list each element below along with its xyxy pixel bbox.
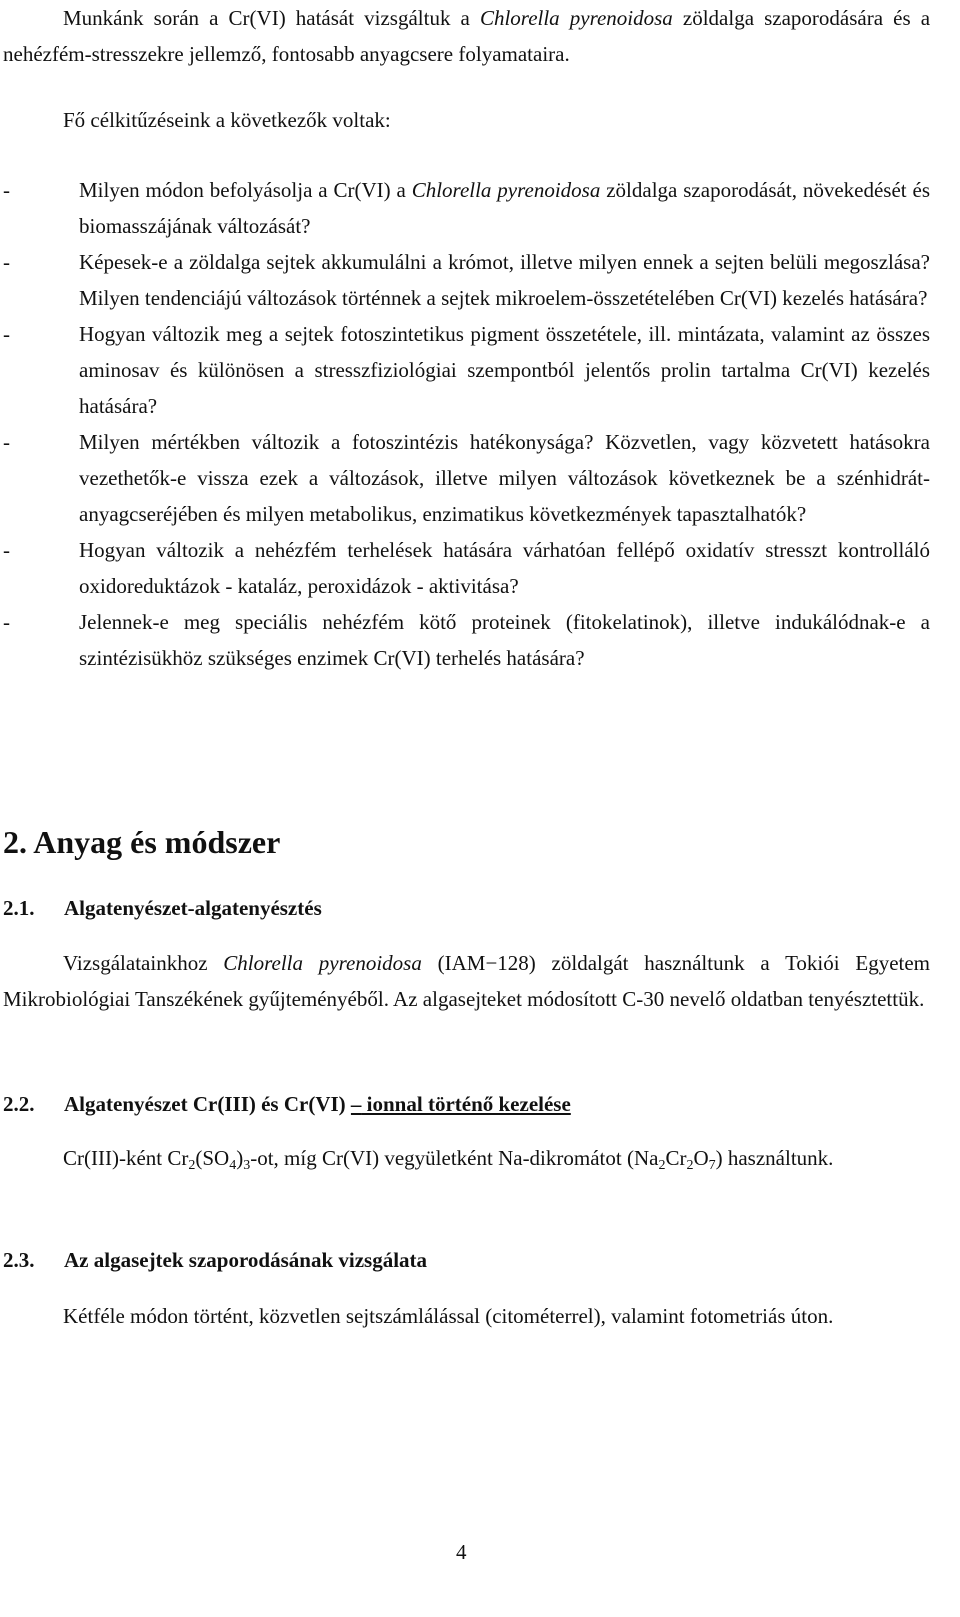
subsection-heading-2-1 <box>3 893 322 923</box>
goal-item-3 <box>3 316 930 424</box>
formula-subscript: 2 <box>658 1158 666 1173</box>
goal-text: Képesek-e a zöldalga sejtek akkumulálni a krómot, illetve milyen ennek a sejten belüli megoszlása? Milyen tendenciájú változások történnek a sejtek mikroelem-összetételében Cr(VI) kezelés hatására? <box>79 250 930 310</box>
goal-text-b: zöldalga szaporodását, növekedését és biomasszájának változását? <box>79 178 931 238</box>
formula-subscript: 2 <box>188 1158 196 1173</box>
goal-item-1 <box>3 172 930 244</box>
formula-text: ) használtunk. <box>715 1146 834 1170</box>
formula-text: ) <box>236 1146 244 1170</box>
intro-text-b: zöldalga szaporodására és a nehézfém-stresszekre jellemző, fontosabb anyagcsere folyamataira. <box>3 6 931 66</box>
formula-text: Cr <box>665 1146 687 1170</box>
paragraph-text-b: (IAM−128) zöldalgát használtunk a Tokiói Egyetem Mikrobiológiai Tanszékének gyűjteményéből. Az algasejteket módosított C-30 nevelő oldatban tenyésztettük. <box>3 951 931 1011</box>
formula-subscript: 4 <box>229 1158 237 1173</box>
goal-dash: - <box>3 322 10 346</box>
goal-item-5 <box>3 532 930 604</box>
formula-text: -ot, míg Cr(VI) vegyületként Na-dikromátot (Na <box>250 1146 659 1170</box>
subsection-2-1-paragraph <box>3 945 930 1017</box>
subsection-number: 2.2. <box>3 1092 35 1116</box>
formula-text: (SO <box>195 1146 230 1170</box>
formula-text: Cr(III)-ként Cr <box>63 1146 189 1170</box>
subsection-title-b: ionnal történő kezelése <box>361 1092 571 1116</box>
formula-subscript: 3 <box>243 1158 251 1173</box>
goal-species-name: Chlorella pyrenoidosa <box>411 178 601 202</box>
subsection-title-a: Algatenyészet Cr(III) és Cr(VI) <box>64 1092 351 1116</box>
goal-text: Hogyan változik a nehézfém terhelések hatására várhatóan fellépő oxidatív stresszt kontrolláló oxidoreduktázok - kataláz, peroxidázok - aktivitása? <box>79 538 930 598</box>
formula-subscript: 2 <box>686 1158 694 1173</box>
subsection-number: 2.3. <box>3 1248 35 1272</box>
subsection-title: Az algasejtek szaporodásának vizsgálata <box>64 1248 428 1272</box>
paragraph-species-name: Chlorella pyrenoidosa <box>223 951 422 975</box>
formula-subscript: 7 <box>708 1158 716 1173</box>
goal-item-4 <box>3 424 930 532</box>
intro-text-a: Munkánk során a Cr(VI) hatását vizsgáltuk a <box>63 6 480 30</box>
subsection-2-3-paragraph: Kétféle módon történt, közvetlen sejtszámlálással (citométerrel), valamint fotometriás úton. <box>63 1304 834 1328</box>
paragraph-text-a: Vizsgálatainkhoz <box>63 951 224 975</box>
formula-text: O <box>693 1146 709 1170</box>
goal-dash: - <box>3 538 10 562</box>
goal-text: Milyen mértékben változik a fotoszintézis hatékonysága? Közvetlen, vagy közvetett hatásokra vezethetők-e vissza ezek a változások, illetve milyen változások következnek be a szénhidrát-anyagcseréjében és milyen metabolikus, enzimatikus következmények tapasztalhatók? <box>79 430 930 526</box>
goal-dash: - <box>3 610 10 634</box>
goal-dash: - <box>3 250 10 274</box>
subsection-heading-2-2 <box>3 1089 571 1119</box>
page-number: 4 <box>456 1540 467 1564</box>
subsection-title-dash: – <box>350 1092 362 1116</box>
intro-species-name: Chlorella pyrenoidosa <box>479 6 673 30</box>
goal-dash: - <box>3 430 10 454</box>
subsection-2-2-paragraph <box>3 1140 930 1184</box>
goals-intro: Fő célkitűzéseink a következők voltak: <box>63 108 391 132</box>
goal-item-2 <box>3 244 930 316</box>
subsection-number: 2.1. <box>3 896 35 920</box>
goal-text: Jelennek-e meg speciális nehézfém kötő proteinek (fitokelatinok), illetve indukálódnak-e a szintézisükhöz szükséges enzimek Cr(VI) terhelés hatására? <box>79 610 930 670</box>
goals-list <box>3 172 930 676</box>
goal-dash: - <box>3 178 10 202</box>
goal-item-6 <box>3 604 930 676</box>
goal-text-a: Milyen módon befolyásolja a Cr(VI) a <box>79 178 412 202</box>
intro-paragraph <box>3 0 930 72</box>
goal-text: Hogyan változik meg a sejtek fotoszintetikus pigment összetétele, ill. mintázata, valamint az összes aminosav és különösen a stresszfiziológiai szempontból jelentős prolin tartalma Cr(VI) kezelés hatására? <box>79 322 930 418</box>
section-heading: 2. Anyag és módszer <box>3 824 281 860</box>
subsection-title: Algatenyészet-algatenyésztés <box>64 896 322 920</box>
subsection-heading-2-3 <box>3 1245 427 1275</box>
